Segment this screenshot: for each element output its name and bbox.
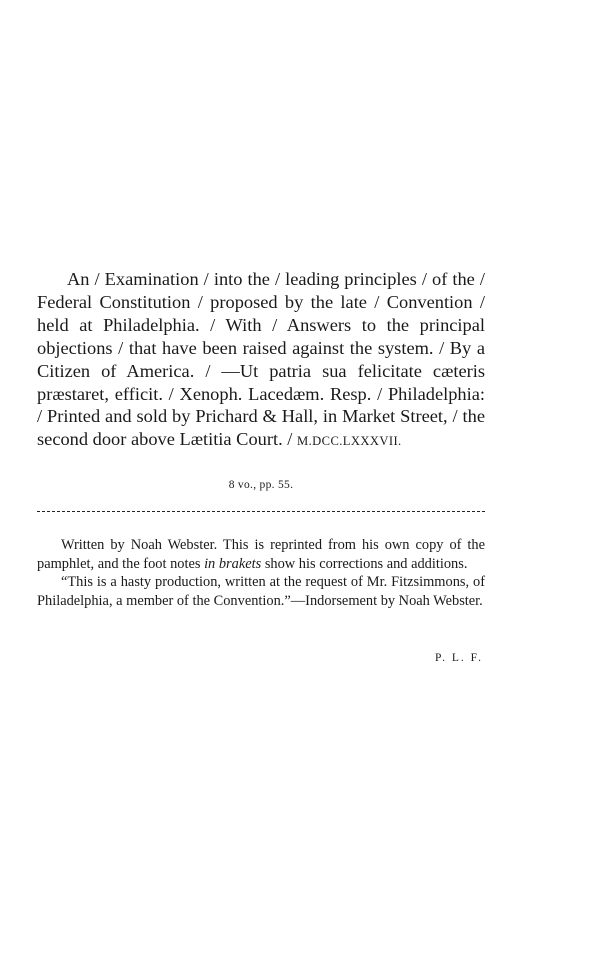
dashed-divider [37,511,485,512]
editor-note-paragraph-2: “This is a hasty production, written at the request of Mr. Fitzsimmons, of Philadelphia, a member of the Convention.”—Indorsement by Noah Webster. [37,574,485,609]
title-page-description [37,268,485,453]
title-page-paragraph [37,268,485,453]
editor-note [37,536,485,610]
format-pages-line: 8 vo., pp. 55. [228,479,294,491]
note-italic-text: in brakets [204,555,262,572]
publication-date: M.DCC.LXXXVII. [297,434,402,449]
editor-note-paragraph-1 [37,536,485,573]
title-page-text: An / Examination / into the / leading principles / of the / Federal Constitution / proposed by the late / Convention / held at Philadelphia. / With / Answers to the principal objections / that have been raised against the system. / By a Citizen of America. / —Ut patria sua felicitate cæteris præstaret, efficit. / Xenoph. Lacedæm. Resp. / Philadelphia: / Printed and sold by Prichard & Hall, in Market Street, / the second door above Lætitia Court. / [37,269,485,450]
note-text-part-1: Written by Noah Webster. This is reprinted from his own copy of the pamphlet, and the foot notes [37,537,485,572]
editor-signature: P. L. F. [435,652,483,664]
note-text-part-2: show his corrections and additions. [261,555,468,572]
